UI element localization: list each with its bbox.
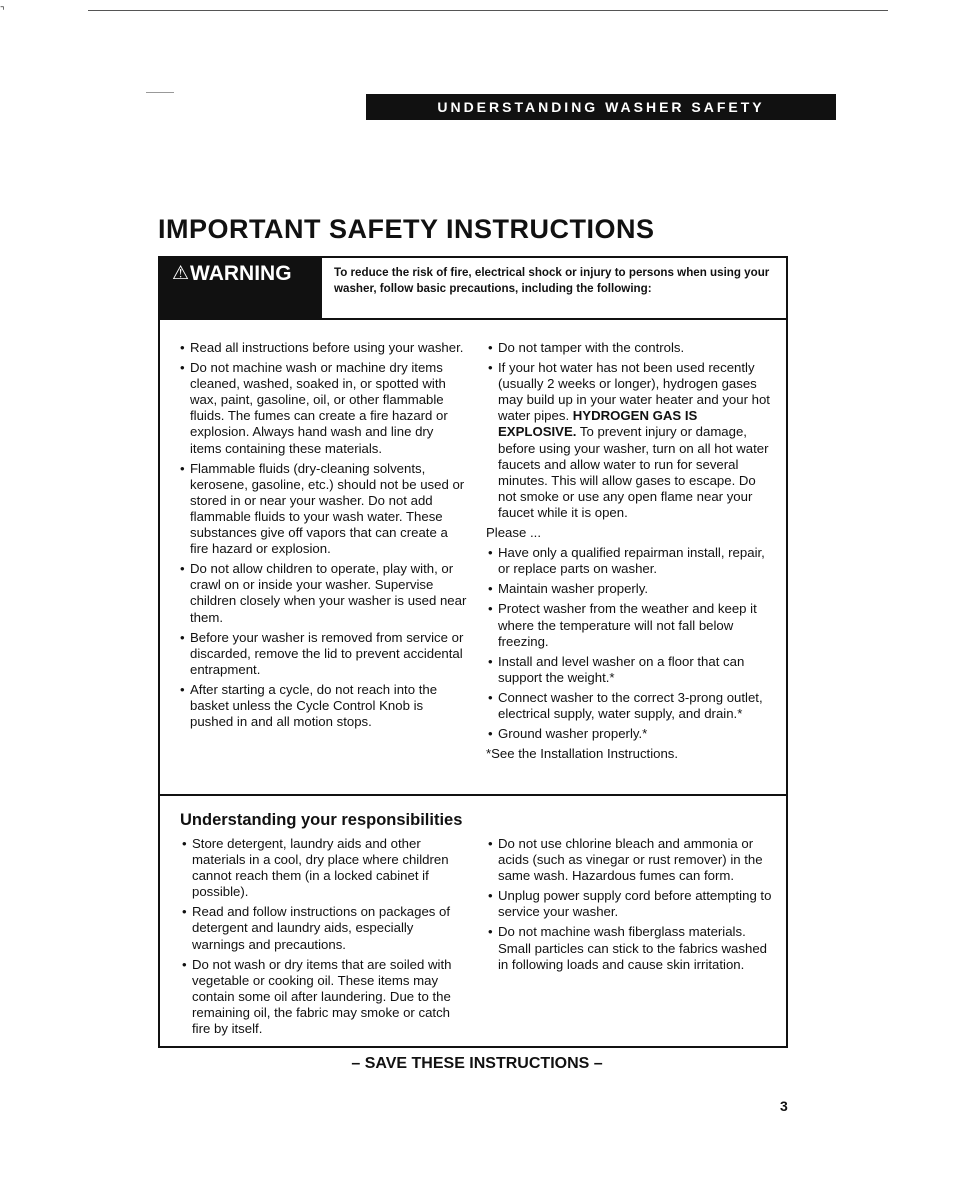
list-item bbox=[178, 340, 468, 356]
item-text: Do not machine wash fiberglass materials. Small particles can stick to the fabrics washed in following loads and cause skin irritation. bbox=[498, 924, 767, 972]
item-text: Do not tamper with the controls. bbox=[498, 340, 685, 355]
bullet: • bbox=[182, 956, 187, 972]
item-text: Flammable fluids (dry-cleaning solvents, kerosene, gasoline, etc.) should not be used or stored in or near your washer. Do not add flammable fluids to your wash water. These substances give off vapors that can create a fire hazard or explosion. bbox=[190, 460, 465, 557]
item-text: Before your washer is removed from service or discarded, remove the lid to prevent accidental entrapment. bbox=[190, 629, 464, 677]
page-number: 3 bbox=[780, 1098, 788, 1114]
list-item bbox=[180, 957, 452, 1037]
bullet: • bbox=[180, 629, 185, 645]
list-item bbox=[486, 340, 776, 356]
left-instructions bbox=[178, 340, 468, 734]
item-text: Do not machine wash or machine dry items cleaned, washed, soaked in, or spotted with wax, paint, gasoline, oil, or other flammable fluids. The fumes can create a fire hazard or explosion. Always hand wash and line dry items containing these materials. bbox=[190, 360, 448, 456]
scan-mark bbox=[146, 92, 174, 93]
item-text: Do not use chlorine bleach and ammonia or acids (such as vinegar or rust remover) in the same wash. Hazardous fumes can form. bbox=[498, 836, 763, 884]
item-text: Unplug power supply cord before attempting to service your washer. bbox=[498, 888, 772, 920]
top-rule bbox=[88, 10, 888, 11]
bullet: • bbox=[488, 836, 493, 851]
item-text: Maintain washer properly. bbox=[498, 581, 649, 597]
save-instructions-footer: – SAVE THESE INSTRUCTIONS – bbox=[351, 1055, 603, 1072]
bullet: • bbox=[488, 601, 493, 617]
list-item bbox=[486, 581, 776, 597]
bullet: • bbox=[488, 888, 493, 904]
list-item bbox=[178, 682, 468, 730]
item-text: Ground washer properly.* bbox=[498, 726, 648, 742]
bullet: • bbox=[180, 340, 185, 355]
list-item bbox=[486, 726, 776, 742]
warning-box bbox=[158, 256, 788, 796]
warning-triangle-icon: ⚠ bbox=[172, 263, 190, 284]
bullet: • bbox=[488, 924, 493, 940]
warning-label bbox=[160, 258, 322, 320]
list-item bbox=[486, 888, 776, 920]
bullet: • bbox=[488, 689, 493, 705]
list-item bbox=[180, 836, 452, 900]
item-text: Do not allow children to operate, play with, or crawl on or inside your washer. Supervise children closely when your washer is used near them. bbox=[190, 561, 467, 625]
item-text: If your hot water has not been used recently (usually 2 weeks or longer), hydrogen gases may build up in your water heater and your hot water pipes. bbox=[498, 360, 770, 424]
list-item bbox=[486, 924, 776, 972]
item-text: Read all instructions before using your washer. bbox=[190, 340, 464, 355]
list-item bbox=[486, 601, 776, 649]
hydrogen-warning-text: To prevent injury or damage, before using your washer, turn on all hot water faucets and allow water to run for several minutes. This will allow gases to escape. Do not smoke or use any open flame near your faucet while it is open. bbox=[498, 424, 769, 520]
item-text: Have only a qualified repairman install, repair, or replace parts on washer. bbox=[498, 545, 765, 577]
bullet: • bbox=[180, 460, 185, 476]
item-text: After starting a cycle, do not reach into the basket unless the Cycle Control Knob is pushed in and all motion stops. bbox=[190, 681, 438, 730]
bullet: • bbox=[488, 340, 493, 355]
list-item bbox=[178, 630, 468, 678]
list-item bbox=[486, 690, 776, 722]
page-title: IMPORTANT SAFETY INSTRUCTIONS bbox=[158, 214, 655, 244]
item-text: Connect washer to the correct 3-prong outlet, electrical supply, water supply, and drain.* bbox=[498, 689, 763, 721]
bullet: • bbox=[488, 545, 493, 561]
bullet: • bbox=[488, 360, 493, 376]
right-instructions bbox=[486, 340, 776, 766]
list-item bbox=[486, 545, 776, 577]
list-item bbox=[486, 360, 776, 521]
responsibilities-box bbox=[158, 792, 788, 1048]
bullet: • bbox=[488, 726, 493, 742]
please-label: Please ... bbox=[486, 525, 541, 541]
warning-word: WARNING bbox=[190, 262, 292, 285]
list-item bbox=[180, 904, 452, 952]
responsibilities-title: Understanding your responsibilities bbox=[180, 811, 463, 829]
item-text: Store detergent, laundry aids and other materials in a cool, dry place where children cannot reach them (in a locked cabinet if possible). bbox=[192, 836, 449, 900]
bullet: • bbox=[182, 836, 187, 851]
bullet: • bbox=[180, 360, 185, 376]
item-text: Do not wash or dry items that are soiled with vegetable or cooking oil. These items may contain some oil after laundering. Due to the remaining oil, the fabric may smoke or catch fire by itself. bbox=[192, 956, 452, 1037]
installation-footnote: *See the Installation Instructions. bbox=[486, 746, 679, 762]
section-header-tab: UNDERSTANDING WASHER SAFETY bbox=[366, 94, 836, 120]
list-item bbox=[486, 836, 776, 884]
bullet: • bbox=[182, 904, 187, 920]
corner-crop-mark: ⌝ bbox=[0, 6, 5, 17]
bullet: • bbox=[488, 653, 493, 669]
item-text: Install and level washer on a floor that can support the weight.* bbox=[498, 653, 745, 685]
item-text: Read and follow instructions on packages of detergent and laundry aids, especially warnings and precautions. bbox=[192, 904, 451, 952]
list-item bbox=[178, 461, 468, 558]
list-item bbox=[486, 654, 776, 686]
warning-intro: To reduce the risk of fire, electrical shock or injury to persons when using your washer, follow basic precautions, including the following: bbox=[322, 258, 786, 320]
responsibilities-right bbox=[486, 836, 776, 977]
bullet: • bbox=[488, 581, 493, 597]
hydrogen-warning-bold: HYDROGEN GAS IS EXPLOSIVE. bbox=[498, 408, 698, 440]
item-text: Protect washer from the weather and keep it where the temperature will not fall below freezing. bbox=[498, 601, 757, 649]
list-item bbox=[178, 561, 468, 625]
list-item bbox=[178, 360, 468, 457]
bullet: • bbox=[180, 561, 185, 577]
responsibilities-left bbox=[180, 836, 452, 1041]
bullet: • bbox=[180, 681, 185, 697]
